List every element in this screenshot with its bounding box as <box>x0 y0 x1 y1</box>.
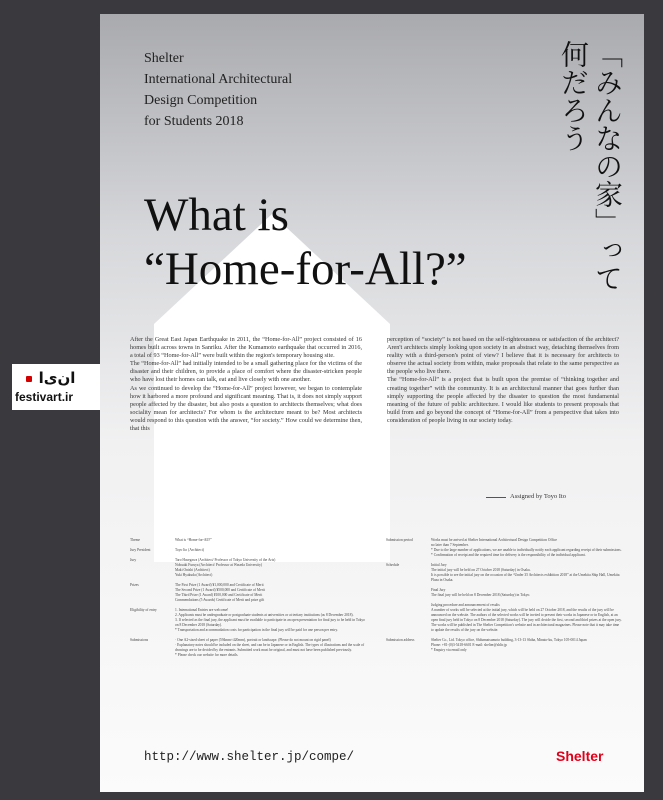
detail-key: Submission address <box>386 638 415 642</box>
competition-name: Shelter International Architectural Design Competition for Students 2018 <box>144 51 293 129</box>
detail-row-jury-president <box>130 548 366 553</box>
detail-row-prizes <box>130 583 366 603</box>
competition-url-link[interactable]: http://www.shelter.jp/compe/ <box>144 750 355 764</box>
detail-key: Prizes <box>130 583 139 587</box>
detail-key: Jury <box>130 558 137 562</box>
assigned-divider <box>486 497 506 498</box>
main-title-line2: “Home-for-All?” <box>144 243 467 295</box>
detail-key: Submission period <box>386 538 413 542</box>
detail-row-submission-period <box>386 538 622 558</box>
watermark-persian-text: ا‌ن‌ی‌ا <box>38 369 76 387</box>
detail-value: · One A2-sized sheet of paper (594mm×420mm), portrait or landscape. (Please do not mount on rigid panel) · Explanatory notes should be included on the sheet, and can be in Japanese or in English. The types of illustrations and the scale of drawings are to be decided by the entrants. Submitted work must be original, and must not have been published previously. * Please check our website for more details. <box>175 638 365 657</box>
detail-value: The First Prize (1 Award) ¥1,000,000 and Certificate of Merit The Second Prize (1 Award) ¥500,000 and Certificate of Merit The Third Prize (1 Award) ¥100,000 and Certificate of Merit Commendations (5 Awards) Certificate of Merit and prize gift <box>175 583 265 602</box>
details-right-column <box>386 538 622 658</box>
essay-paragraph: The “Home-for-All” is a project that is built upon the premise of “thinking together and creating together” with the community. It is an architectural manner that goes further than simply supporting the people affected by the disaster to question the most fundamental meaning of the future of public architecture. I would like students to present proposals that build from and go beyond the concept of “Home-for-All” from a perspective that takes into consideration of people living in our society today. <box>387 376 619 424</box>
assigned-by: Assigned by Toyo Ito <box>510 493 566 500</box>
essay-paragraph: As we continued to develop the “Home-for-All” project however, we began to contemplate how it harbored a more profound and significant meaning. That is, it does not simply support people affected by the disaster, but also posts a question to architects themselves; what does sociality mean for architects? For whom is the architecture meant to be? Most architects would respond to this question with the answer, “for society.” How could we determine then, that this <box>130 384 362 433</box>
detail-row-eligibility <box>130 608 366 633</box>
detail-row-submissions <box>130 638 366 658</box>
essay-paragraph: The “Home-for-All” had initially intended to be a small gathering place for the victims of the disaster and their children, to provide a place of comfort where the disaster-stricken people who have lost their homes can talk, eat and live closely with one another. <box>130 360 362 384</box>
essay-right-column <box>387 336 619 425</box>
detail-value: Initial Jury The initial jury will be held on 27 October 2018 (Saturday) in Osaka. It is possible to see the initial jury on the occasion of the “Under 35 Architects exhibition 2018” at the Umekita Ship Hall, Umekita Plaza in Osaka. Final Jury The final jury will be held on 8 December 2018 (Saturday) in Tokyo. Judging procedure and announcement of results A number of works will be selected at the initial jury, which will be held on 27 October 2018, and the results of the jury will be announced on the website. The authors of the selected works will be invited to present their works in Japanese or in English, at an open final jury held in Tokyo on 8 December 2018 (Saturday). The jury will decide the first, second and third prizes at the open jury. The works will be published in The Shelter Competition's website and in architectural magazines. Please note that it may take time to update the results of the jury on the website. <box>431 563 622 632</box>
detail-value: Works must be arrived at Shelter International Architectural Design Competition Office no later than 7 September. * Due to the large number of applications, we are unable to individually notify each applicant regarding receipt of their submissions. * Confirmation of receipt and the required time for delivery is the responsibility of the individual applicant. <box>431 538 622 557</box>
detail-value: Taro Hasegawa (Architect/ Professor of Tokyo University of the Arts) Nobuaki Furuya (Architect/ Professor at Waseda University) Maki Onishi (Architect) Yuki Hyakuda (Architect) <box>175 558 276 577</box>
detail-row-submission-address <box>386 638 622 653</box>
detail-value: Toyo Ito (Architect) <box>175 548 204 552</box>
detail-key: Theme <box>130 538 140 542</box>
essay-paragraph: perception of “society” is not based on the self-righteousness or satisfaction of the architect? Aren't architects simply looking upon society in an abstract way, detaching themselves from reality with a third-person's point of view? I believe that it is necessary for architects to observe the actual society from within, make proposals that relate to the same perspective as the people who live there. <box>387 336 619 376</box>
competition-poster <box>100 14 644 792</box>
watermark-site-text: festivart.ir <box>15 390 74 404</box>
details-left-column <box>130 538 366 663</box>
detail-value: Shelter Co., Ltd. Tokyo office, Shibamatsumoto building, 3-13-13 Shiba, Minato-ku, Tokyo 105-0014 Japan Phone: +81-(0)3-5418-6601 E-mail: shelter@shltr.jp * Enquiry via email only <box>431 638 587 652</box>
essay-left-column <box>130 336 362 433</box>
detail-row-theme <box>130 538 366 543</box>
japanese-title: 「みんなの家」って何だろう <box>557 40 624 292</box>
essay-paragraph: After the Great East Japan Earthquake in 2011, the “Home-for-All” project consisted of 16 homes built across towns in Sanriku. After the Kumamoto earthquake that occurred in 2016, a total of 93 “Home-for-All” were built within the region's temporary housing site. <box>130 336 362 360</box>
detail-key: Schedule <box>386 563 400 567</box>
detail-value: What is “Home-for-All?” <box>175 538 212 542</box>
detail-row-jury <box>130 558 366 578</box>
watermark-badge <box>12 364 102 410</box>
detail-key: Eligibility of entry <box>130 608 157 612</box>
detail-row-schedule <box>386 563 622 633</box>
shelter-logo: Shelter <box>556 748 604 764</box>
detail-value: 1. International Entries are welcome! 2. Applicants must be undergraduate or postgraduate students at universities or at tertiary institutions (as 8 December 2018). 3. If selected as the final jury, the applicant must be available to participate in an open presentation for final jury to be held in Tokyo on 8 December 2018 (Saturday). * Transportation and accommodation costs for participation in the final jury will be paid for one person per entry. <box>175 608 365 632</box>
main-title-line1: What is <box>144 189 289 241</box>
detail-key: Submissions <box>130 638 149 642</box>
detail-key: Jury President <box>130 548 151 552</box>
